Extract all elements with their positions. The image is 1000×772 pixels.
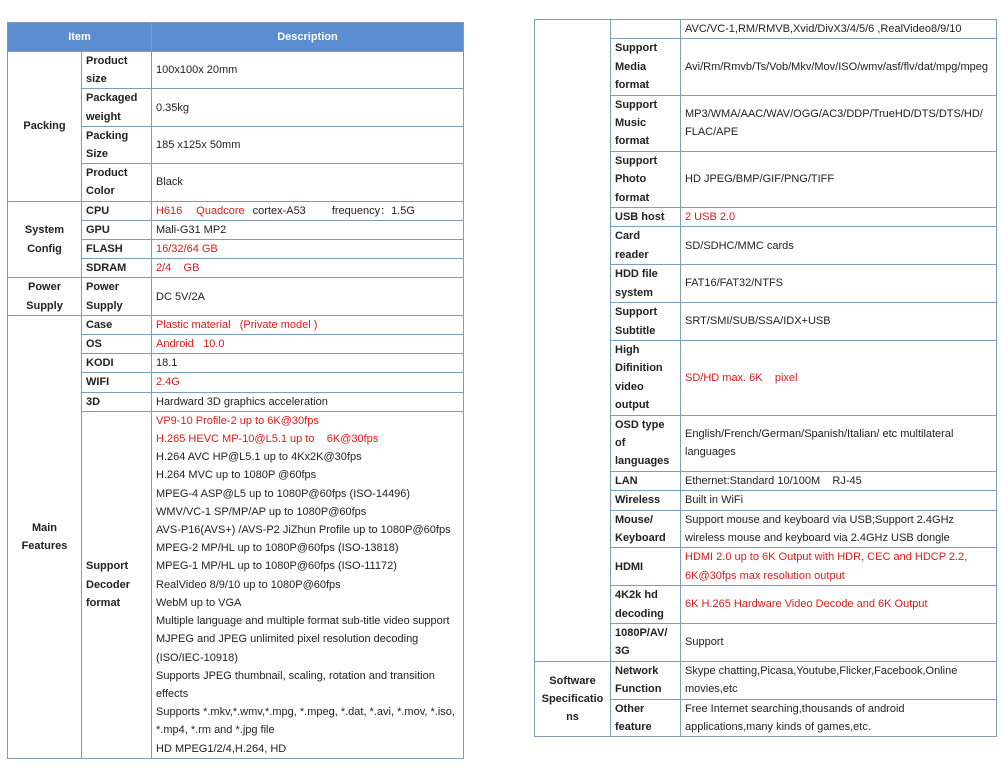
- item-label: Product size: [82, 52, 152, 89]
- item-label: Wireless: [611, 491, 681, 510]
- decoder-line: Multiple language and multiple format sub-title video support: [156, 615, 450, 628]
- cpu-chip: H616: [156, 204, 183, 217]
- decoder-line: H.264 AVC HP@L5.1 up to 4Kx2K@30fps: [156, 451, 362, 464]
- item-label: Support Media format: [611, 39, 681, 95]
- cpu-frequency: frequency：1.5G: [331, 204, 415, 217]
- item-value: 2.4G: [152, 373, 464, 392]
- item-label: High Difinition video output: [611, 340, 681, 415]
- cpu-core: Quadcore: [196, 204, 245, 217]
- item-value: Mali-G31 MP2: [152, 220, 464, 239]
- item-value: 18.1: [152, 354, 464, 373]
- group-packing: Packing: [8, 52, 82, 202]
- item-label: HDMI: [611, 548, 681, 586]
- decoder-line: MPEG-4 ASP@L5 up to 1080P@60fps (ISO-14496): [156, 487, 411, 500]
- item-value-cpu: [152, 201, 464, 220]
- decoder-line: Supports JPEG thumbnail, scaling, rotation and transition: [156, 669, 435, 682]
- table-row: [8, 52, 464, 89]
- item-value: Built in WiFi: [681, 491, 997, 510]
- decoder-line: AVS-P16(AVS+) /AVS-P2 JiZhun Profile up to 1080P@60fps: [156, 524, 451, 537]
- item-value: Free Internet searching,thousands of android applications,many kinds of games,etc.: [681, 699, 997, 737]
- decoder-line: MJPEG and JPEG unlimited pixel resolution decoding: [156, 633, 419, 646]
- item-value: 0.35kg: [152, 89, 464, 126]
- item-label: Case: [82, 315, 152, 334]
- decoder-line: H.265 HEVC MP-10@L5.1 up to 6K@30fps: [156, 433, 379, 446]
- item-label: USB host: [611, 208, 681, 227]
- item-value: FAT16/FAT32/NTFS: [681, 265, 997, 303]
- item-value: DC 5V/2A: [152, 278, 464, 315]
- item-label: Card reader: [611, 227, 681, 265]
- group-continued: [535, 20, 611, 662]
- item-value: HD JPEG/BMP/GIF/PNG/TIFF: [681, 151, 997, 207]
- item-value: 185 x125x 50mm: [152, 126, 464, 163]
- decoder-line: Supports *.mkv,*.wmv,*.mpg, *.mpeg, *.dat, *.avi, *.mov, *.iso,: [156, 706, 455, 719]
- decoder-line: effects: [156, 687, 189, 700]
- decoder-line: HD MPEG1/2/4,H.264, HD: [156, 742, 287, 755]
- table-row: [535, 20, 997, 39]
- decoder-line: RealVideo 8/9/10 up to 1080P@60fps: [156, 578, 341, 591]
- table-row: [8, 315, 464, 334]
- item-value: Hardward 3D graphics acceleration: [152, 392, 464, 411]
- decoder-line: MPEG-1 MP/HL up to 1080P@60fps (ISO-11172): [156, 560, 397, 573]
- spec-table-right: [534, 19, 997, 737]
- item-value: 16/32/64 GB: [152, 240, 464, 259]
- item-label: GPU: [82, 220, 152, 239]
- decoder-line: WebM up to VGA: [156, 596, 242, 609]
- spec-table-left: [7, 22, 464, 759]
- item-value: English/French/German/Spanish/Italian/ etc multilateral languages: [681, 415, 997, 471]
- decoder-line: VP9-10 Profile-2 up to 6K@30fps: [156, 414, 319, 427]
- group-main-features: Main Features: [8, 315, 82, 758]
- item-label: FLASH: [82, 240, 152, 259]
- item-value: 100x100x 20mm: [152, 52, 464, 89]
- codec-continued: AVC/VC-1,RM/RMVB,Xvid/DivX3/4/5/6 ,RealVideo8/9/10: [681, 20, 997, 39]
- item-value: 2 USB 2.0: [681, 208, 997, 227]
- item-value: Avi/Rm/Rmvb/Ts/Vob/Mkv/Mov/ISO/wmv/asf/flv/dat/mpg/mpeg: [681, 39, 997, 95]
- table-row: [8, 201, 464, 220]
- item-label: 4K2k hd decoding: [611, 586, 681, 624]
- item-label: OS: [82, 335, 152, 354]
- item-label: SDRAM: [82, 259, 152, 278]
- item-label: Product Color: [82, 164, 152, 201]
- item-value: MP3/WMA/AAC/WAV/OGG/AC3/DDP/TrueHD/DTS/DTS/HD/ FLAC/APE: [681, 95, 997, 151]
- decoder-line: (ISO/IEC-10918): [156, 651, 238, 664]
- table-row: [8, 278, 464, 315]
- item-label: Packaged weight: [82, 89, 152, 126]
- decoder-line: MPEG-2 MP/HL up to 1080P@60fps (ISO-13818): [156, 542, 399, 555]
- decoder-list: [152, 411, 464, 758]
- item-label: Support Decoder format: [82, 411, 152, 758]
- item-value: Support mouse and keyboard via USB;Support 2.4GHz wireless mouse and keyboard via 2.4GHz USB dongle: [681, 510, 997, 548]
- decoder-line: *.mp4, *.rm and *.jpg file: [156, 724, 275, 737]
- group-system-config: System Config: [8, 201, 82, 278]
- header-description: Description: [152, 23, 464, 52]
- item-value: 6K H.265 Hardware Video Decode and 6K Output: [681, 586, 997, 624]
- item-label: [611, 20, 681, 39]
- table-row: [535, 661, 997, 699]
- cpu-arch: cortex-A53: [252, 204, 306, 217]
- item-label: 3D: [82, 392, 152, 411]
- item-label: Support Music format: [611, 95, 681, 151]
- item-label: Power Supply: [82, 278, 152, 315]
- item-value: SD/SDHC/MMC cards: [681, 227, 997, 265]
- item-label: Other feature: [611, 699, 681, 737]
- item-label: KODI: [82, 354, 152, 373]
- header-item: Item: [8, 23, 152, 52]
- item-value: Support: [681, 624, 997, 662]
- item-label: Packing Size: [82, 126, 152, 163]
- item-label: 1080P/AV/ 3G: [611, 624, 681, 662]
- item-value: Skype chatting,Picasa,Youtube,Flicker,Facebook,Online movies,etc: [681, 661, 997, 699]
- item-value: Plastic material (Private model ): [152, 315, 464, 334]
- item-label: OSD type of languages: [611, 415, 681, 471]
- item-value: Black: [152, 164, 464, 201]
- decoder-line: H.264 MVC up to 1080P @60fps: [156, 469, 317, 482]
- item-value: 2/4 GB: [152, 259, 464, 278]
- decoder-line: WMV/VC-1 SP/MP/AP up to 1080P@60fps: [156, 505, 367, 518]
- item-label: Network Function: [611, 661, 681, 699]
- item-label: CPU: [82, 201, 152, 220]
- item-value: Ethernet:Standard 10/100M RJ-45: [681, 471, 997, 490]
- item-value: SRT/SMI/SUB/SSA/IDX+USB: [681, 303, 997, 341]
- item-label: Support Photo format: [611, 151, 681, 207]
- item-value: SD/HD max. 6K pixel: [681, 340, 997, 415]
- item-label: WIFI: [82, 373, 152, 392]
- group-software-specifications: Software Specificatio ns: [535, 661, 611, 737]
- item-value: HDMI 2.0 up to 6K Output with HDR, CEC and HDCP 2.2, 6K@30fps max resolution output: [681, 548, 997, 586]
- item-label: HDD file system: [611, 265, 681, 303]
- group-power-supply: Power Supply: [8, 278, 82, 315]
- item-value: Android 10.0: [152, 335, 464, 354]
- header-row: [8, 23, 464, 52]
- item-label: Support Subtitle: [611, 303, 681, 341]
- item-label: LAN: [611, 471, 681, 490]
- item-label: Mouse/ Keyboard: [611, 510, 681, 548]
